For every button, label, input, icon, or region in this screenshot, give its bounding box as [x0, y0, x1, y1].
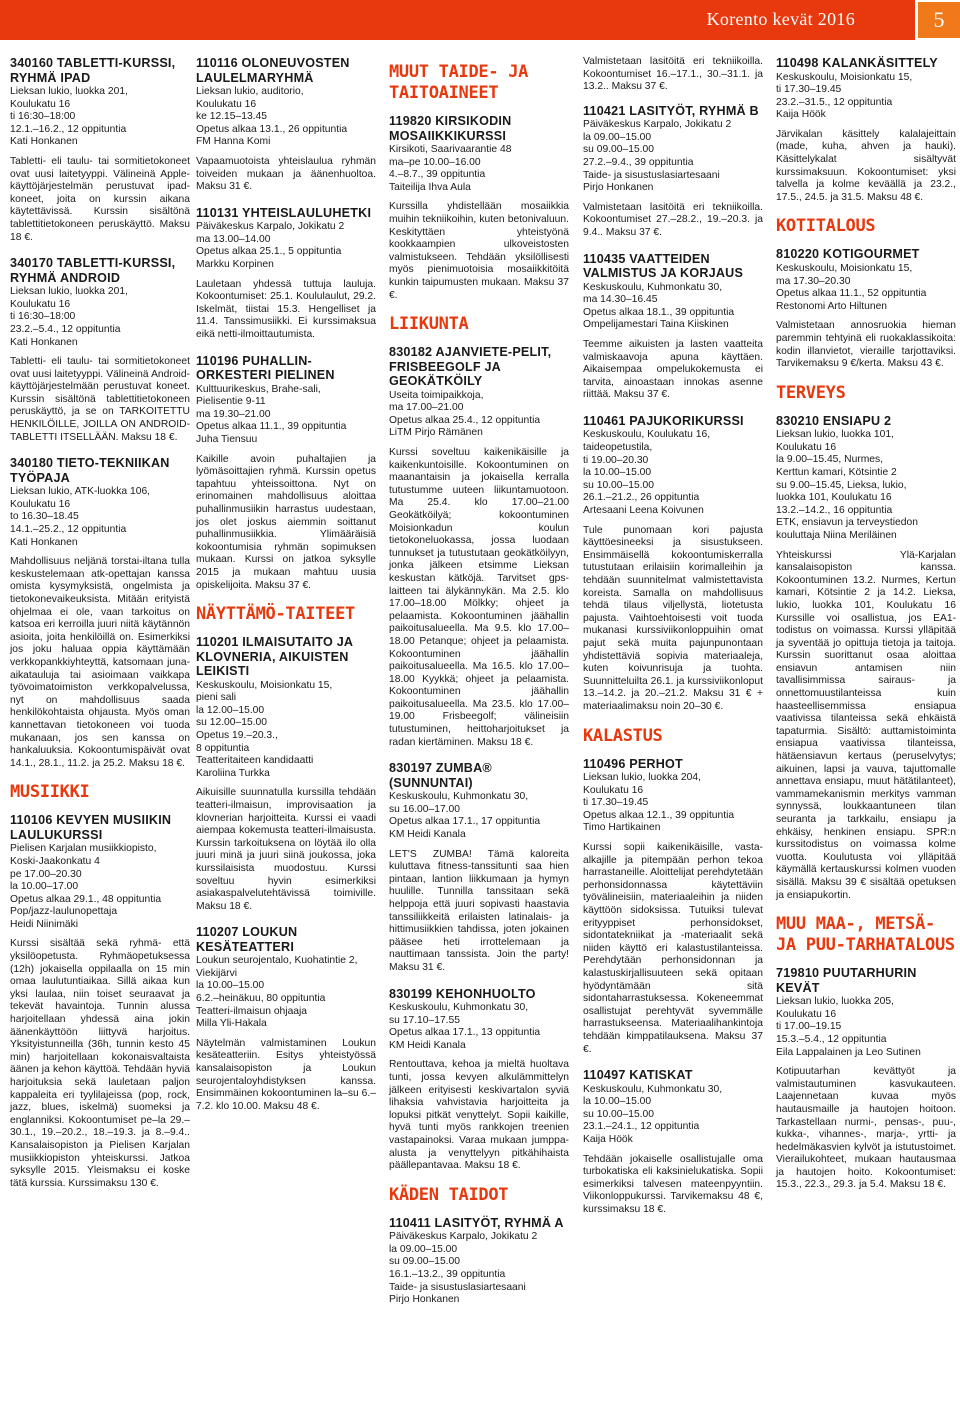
- course-entry: [10, 456, 190, 770]
- course-title: 110497 KATISKAT: [583, 1068, 693, 1083]
- course-info-line: LiTM Pirjo Rämänen: [389, 427, 483, 439]
- course-info: [583, 119, 763, 195]
- course-info: [196, 221, 376, 271]
- course-title: 110421 LASITYÖT, RYHMÄ B: [583, 103, 759, 118]
- course-info-line: Kati Honkanen: [10, 536, 78, 548]
- course-info-line: Taiteilija Ihva Aula: [389, 181, 471, 193]
- course-info-line: Keskuskoulu, Kuhmonkatu 30,: [583, 281, 723, 293]
- course-info: [10, 286, 190, 349]
- course-description: Valmistetaan annosruokia hieman paremmin tehtyinä eli ruokaklassikoita: kodin illanvietot, vieraille tarjottaviksi. Tarvikemaksu 9 €/kerta. Maksu 43 €.: [776, 320, 956, 370]
- page-number: 5: [918, 2, 960, 38]
- course-info-line: Markku Korpinen: [196, 259, 274, 271]
- course-info-line: Keskuskoulu, Koulukatu 16,: [583, 429, 711, 441]
- course-description: Teemme aikuisten ja lasten vaatteita valmiskaavoja apuna käyttäen. Aikaisempaa ompelukokemusta ei tarvita, ainoastaan innokas asenne riittää. Maksu 37 €.: [583, 339, 763, 401]
- course-info-line: 14.1.–25.2., 12 oppituntia: [10, 524, 127, 536]
- header-bar: [0, 0, 915, 40]
- course-entry: [10, 56, 190, 244]
- category-heading: MUU MAA-, METSÄ- JA PUU-TARHATALOUS: [776, 914, 955, 956]
- course-info-line: ke 12.15–13.45: [196, 111, 267, 123]
- course-info: [10, 843, 190, 931]
- course-info-line: ma 17.00–21.00: [389, 402, 464, 414]
- course-info-line: la 09.00–15.00: [389, 1243, 458, 1255]
- course-info-line: Artesaani Leena Koivunen: [583, 505, 704, 517]
- course-info-line: 8 oppituntia: [196, 742, 250, 754]
- course-title: 110131 YHTEISLAULUHETKI: [196, 205, 372, 220]
- course-info-line: 16.1.–13.2., 39 oppituntia: [389, 1269, 506, 1281]
- course-info-line: su 10.00–15.00: [583, 479, 654, 491]
- course-info-line: Lieksan lukio, luokka 201,: [10, 86, 128, 97]
- course-entry: [583, 1068, 763, 1216]
- course-title: 110116 OLONEUVOSTEN LAULELMARYHMÄ: [196, 56, 350, 85]
- course-info-line: 13.2.–14.2., 16 oppituntia: [776, 504, 893, 516]
- course-info-line: Koski-Jaakonkatu 4: [10, 855, 100, 867]
- course-info: [776, 429, 956, 542]
- course-description: LET'S ZUMBA! Tämä kaloreita kuluttava fitness-tanssitunti saa hien pintaan, lantion liikkumaan ja hymyn huulille. Tunnilla tanssitaan sekä helppoja että juuri sopivasti haastavia tanssiliikkeitä erilaisten latinalais- ja hittimusiikkien tahdissa, joten jokainen pääsee heti irrottelemaan ja nauttimaan tanssista. Join the party! Maksu 31 €.: [389, 848, 569, 973]
- course-info: [10, 486, 190, 549]
- course-info-line: Kaija Höök: [583, 1133, 633, 1145]
- course-info-line: la 12.00–15.00: [196, 704, 265, 716]
- course-info-line: Koulukatu 16: [10, 98, 71, 110]
- course-info-line: Loukun seurojentalo, Kuohatintie 2,: [196, 955, 358, 967]
- course-info-line: KM Heidi Kanala: [389, 829, 466, 841]
- course-entry: [10, 256, 190, 444]
- course-info-line: ti 17.30–19.45: [583, 797, 649, 809]
- course-title: 340170 TABLETTI-KURSSI, RYHMÄ ANDROID: [10, 256, 176, 285]
- course-info-line: la 10.00–17.00: [10, 881, 79, 893]
- course-info-line: Heidi Niinimäki: [10, 918, 79, 930]
- course-info-line: ti 19.00–20.30: [583, 454, 649, 466]
- course-info-line: Lieksan lukio, luokka 101,: [776, 429, 894, 441]
- course-info-line: ma 13.00–14.00: [196, 233, 271, 245]
- course-info-line: Juha Tiensuu: [196, 433, 258, 445]
- course-title: 110461 PAJUKORIKURSSI: [583, 413, 744, 428]
- course-info: [389, 1231, 569, 1307]
- course-info: [196, 680, 376, 781]
- course-title: 830197 ZUMBA® (SUNNUNTAI): [389, 761, 492, 790]
- course-info-line: su 9.00–15.45, Lieksa, lukio,: [776, 479, 907, 491]
- course-info-line: Lieksan lukio, luokka 201,: [10, 286, 128, 298]
- course-info-line: Opetus alkaa 17.1., 13 oppituntia: [389, 1027, 541, 1039]
- course-entry: [389, 345, 569, 749]
- course-info-line: Koulukatu 16: [776, 1008, 837, 1020]
- course-description: Kurssilla yhdistellään mosaiikkia muihin tekniikoihin, kuten betonivaluun. Keskityttäen yhteistyönä kookkaampien ulkoveistosten valmistukseen. Tehdään yksilöllisesti myös pienimuotoisia mosaiikkitöitä kunkin taipumusten mukaan. Maksu 37 €.: [389, 201, 569, 301]
- category-heading: NÄYTTÄMÖ-TAITEET: [196, 604, 355, 625]
- course-description: Kurssi sopii kaikenikäisille, vasta-alkajille ja pitempään perhon tekoa harrastaneille. Aloittelijat perehdytetään perhonsidonnassa käytettäviin työvälineisiin, materiaaleihin ja niiden käyttöön sidoksissa. Tutuiksi tulevat erityyppiset perhonsidokset, sidontatekniikat ja -materiaalit sekä niiden käyttö eri kalastustilanteissa. Perehdytään perhonsidonnan ja kalastuskirjallisuuteen sekä opitaan hyödyntämään sitä sidontaharrastuksessa. Kokeneemmat osallistujat perehtyvät syvemmälle harrastukseensa. Materiaalihankintoja tehdään kimppatilauksena. Maksu 37 €.: [583, 842, 763, 1055]
- course-description: Näytelmän valmistaminen Loukun kesäteatteriin. Esitys yhteistyössä kansalaisopiston ja Loukun seurojentaloyhdistyksen kanssa. Ensimmäinen kokoontuminen la–su 6.–7.2. klo 10.00. Maksu 48 €.: [196, 1037, 376, 1112]
- course-info-line: Karoliina Turkka: [196, 767, 270, 779]
- course-title: 110106 KEVYEN MUSIIKIN LAULUKURSSI: [10, 813, 172, 842]
- course-info: [583, 1084, 763, 1147]
- course-info-line: Opetus alkaa 18.1., 39 oppituntia: [583, 306, 735, 318]
- continued-text: Valmistetaan lasitöitä eri tekniikoilla. Kokoontumiset 16.–17.1., 30.–31.1. ja 13.2.. Maksu 37 €.: [583, 56, 763, 93]
- course-info-line: pieni sali: [196, 692, 237, 704]
- course-info-line: la 9.00–15.45, Nurmes,: [776, 454, 884, 466]
- course-info: [196, 86, 376, 149]
- course-title: 830199 KEHONHUOLTO: [389, 986, 536, 1001]
- course-info-line: ti 17.00–19.15: [776, 1021, 842, 1033]
- course-info-line: su 17.10–17.55: [389, 1014, 460, 1026]
- course-info: [389, 791, 569, 841]
- course-description: Mahdollisuus neljänä torstai-iltana tulla keskustelemaan atk-opettajan kanssa omista kysymyksistä, ongelmista ja tietokonevaikeuksista. Mitään erityistä ohjelmaa ei ole, vaan tarkoitus on katsoa eri kerroilla juuri niitä käytännön asioita, joita henkilöillä on. Esimerkiksi jos joku haluaa oppia käyttämään verkkopankkiyhteyttä, katsomaan juna-aikatauluja tai asioimaan vaikkapa työvoimatoimiston verkkopalvelussa, nyt on mahdollisuus saada henkilökohtaista ohjausta. Myös oman kannettavan tietokoneen voi tuoda mukanaan, jos sen kanssa on hankaluuksia. Kokoontumispäivät ovat 14.1., 28.1., 11.2. ja 25.2. Maksu 18 €.: [10, 556, 190, 769]
- category-heading: KÄDEN TAIDOT: [389, 1184, 509, 1205]
- course-info: [389, 144, 569, 194]
- course-entry: [776, 56, 956, 204]
- course-entry: [583, 414, 763, 714]
- course-info-line: 23.2.–31.5., 12 oppituntia: [776, 96, 893, 108]
- course-info-line: Lieksan lukio, ATK-luokka 106,: [10, 486, 151, 498]
- course-info: [10, 86, 190, 149]
- course-info: [776, 72, 956, 122]
- course-title: 110411 LASITYÖT, RYHMÄ A: [389, 1215, 564, 1230]
- course-info-line: la 10.00–15.00: [583, 467, 652, 479]
- course-info-line: Päiväkeskus Karpalo, Jokikatu 2: [196, 221, 345, 233]
- course-info-line: Opetus alkaa 13.1., 26 oppituntia: [196, 123, 348, 135]
- course-info-line: FM Hanna Komi: [196, 136, 271, 148]
- course-info-line: Kirsikoti, Saarivaarantie 48: [389, 144, 512, 155]
- course-title: 110207 LOUKUN KESÄTEATTERI: [196, 925, 298, 954]
- course-info-line: Pop/jazz-laulunopettaja: [10, 906, 118, 918]
- course-description: Aikuisille suunnatulla kurssilla tehdään teatteri-ilmaisun, improvisaation ja klovnerian harjoitteita. Kurssi ei vaadi aiempaa kokemusta teatteri-ilmaisusta. Kurssin tarkoituksena on löytää ilo olla juuri minä ja juuri siinä joukossa, joka kurssilaisista muodostuu. Kurssi soveltuu hyvin esimerkiksi asiakaspalvelutehtävissä toimiville. Maksu 18 €.: [196, 787, 376, 912]
- course-title: 110498 KALANKÄSITTELY: [776, 56, 938, 70]
- course-info-line: Pielisen Karjalan musiikkiopisto,: [10, 843, 157, 855]
- course-entry: [583, 104, 763, 240]
- course-info-line: su 09.00–15.00: [583, 144, 654, 156]
- course-info: [389, 390, 569, 440]
- course-entry: [389, 114, 569, 302]
- course-info-line: su 12.00–15.00: [196, 717, 267, 729]
- course-info-line: Keskuskoulu, Moisionkatu 15,: [196, 679, 333, 691]
- category-heading: MUUT TAIDE- JA TAITOAINEET: [389, 62, 529, 103]
- course-info: [196, 955, 376, 1031]
- course-info-line: Opetus 19.–20.3.,: [196, 729, 278, 741]
- course-entry: [196, 354, 376, 593]
- course-entry: [389, 1216, 569, 1307]
- course-description: Yhteiskurssi Ylä-Karjalan kansalaisopiston kanssa. Kokoontuminen 13.2. Nurmes, Kertun kamari, Kötsintie 2 ja 14.2. Lieksa, lukio, luokka 101, Koulukatu 16 Kurssille voi osallistua, jos EA1-todistus on voimassa. Kurssi ylläpitää ja syventää jo opittuja tietoja ja taitoja. Kurssin suorittanut osaa aloittaa ensiavun antamisen niin tavallisimmissa sairaus- ja onnettomuustilanteissa kuin haasteellisemmissa ensiapua vaativissa tilanteissa sekä ehkäistä tapaturmia. Sisältö: auttamistoiminta ensiapua vaativissa tilanteissa, hätäensiavun kertaus (peruselvytys; aikuinen, lapsi ja vauva, tajuttomalle annettava ensiapu, muut hätätilanteet), vammamekanismin merkitys vamman synnyssä, loukkaantuneen tilan seuranta ja tarkkailu, ensiapu ja ehkäisy, henkinen ensiapu. SPR:n kurssitodistus on voimassa kolme vuotta. Koulutusta voi ylläpitää käymällä kertauskurssi kolmen vuoden sisällä. Maksu 39 € sisältää opetuksen ja ensiapukortin.: [776, 549, 956, 901]
- course-title: 340180 TIETO-TEKNIIKAN TYÖPAJA: [10, 456, 170, 485]
- course-info-line: Opetus alkaa 12.1., 39 oppituntia: [583, 809, 735, 821]
- course-info-line: Lieksan lukio, luokka 205,: [776, 996, 894, 1008]
- course-info: [583, 429, 763, 517]
- course-title: 340160 TABLETTI-KURSSI, RYHMÄ IPAD: [10, 56, 176, 85]
- course-info-line: 27.2.–9.4., 39 oppituntia: [583, 157, 694, 169]
- course-entry: [196, 56, 376, 194]
- course-entry: [389, 761, 569, 974]
- course-info-line: Koulukatu 16: [583, 784, 644, 796]
- course-info-line: Koulukatu 16: [196, 98, 257, 110]
- category-heading: LIIKUNTA: [389, 314, 469, 335]
- course-info: [583, 772, 763, 835]
- course-info-line: su 10.00–15.00: [583, 1108, 654, 1120]
- course-entry: [776, 414, 956, 902]
- course-info-line: Kerttun kamari, Kötsintie 2: [776, 466, 897, 478]
- course-entry: [196, 206, 376, 342]
- course-info-line: Opetus alkaa 17.1., 17 oppituntia: [389, 816, 541, 828]
- course-title: 110496 PERHOT: [583, 756, 683, 771]
- column-5: [776, 56, 956, 1204]
- course-entry: [10, 813, 190, 1190]
- course-info-line: Lieksan lukio, auditorio,: [196, 86, 304, 97]
- course-description: Vapaamuotoista yhteislaulua ryhmän toiveiden mukaan ja äänenhuoltoa. Maksu 31 €.: [196, 155, 376, 193]
- course-entry: [389, 987, 569, 1173]
- course-info-line: Keskuskoulu, Kuhmonkatu 30,: [389, 791, 529, 803]
- course-info-line: Keskuskoulu, Moisionkatu 15,: [776, 71, 913, 83]
- course-info-line: Restonomi Arto Hiltunen: [776, 300, 888, 312]
- course-info-line: 26.1.–21.2., 26 oppituntia: [583, 492, 700, 504]
- course-info-line: ETK, ensiavun ja terveystiedon kouluttaja Niina Meriläinen: [776, 517, 918, 541]
- course-description: Tehdään jokaiselle osallistujalle oma turbokatiska eli kaksinielukatiska. Sopii esimerkiksi talvesen mateenpyyntiin. Viikonloppukurssi. Tarvikemaksu 48 €, kurssimaksu 18 €.: [583, 1153, 763, 1215]
- course-info-line: 6.2.–heinäkuu, 80 oppituntia: [196, 993, 326, 1005]
- course-info-line: KM Heidi Kanala: [389, 1039, 466, 1051]
- course-info-line: Opetus alkaa 11.1., 39 oppituntia: [196, 421, 347, 433]
- course-info-line: Keskuskoulu, Moisionkatu 15,: [776, 262, 913, 274]
- category-heading: KOTITALOUS: [776, 216, 876, 237]
- course-info-line: Ompelijamestari Taina Kiiskinen: [583, 319, 729, 331]
- course-info-line: la 10.00–15.00: [196, 980, 265, 992]
- course-title: 830182 AJANVIETE-PELIT, FRISBEEGOLF JA GEOKÄTKÖILY: [389, 345, 552, 389]
- course-info-line: Pirjo Honkanen: [583, 182, 654, 194]
- course-info-line: Pirjo Honkanen: [389, 1294, 460, 1306]
- course-title: 110201 ILMAISUTAITO JA KLOVNERIA, AIKUISTEN LEIKISTI: [196, 635, 353, 679]
- course-info-line: ti 17.30–19.45: [776, 84, 842, 96]
- course-info-line: to 16.30–18.45: [10, 511, 79, 523]
- course-info-line: Kaija Höök: [776, 109, 826, 121]
- course-info-line: Opetus alkaa 25.4., 12 oppituntia: [389, 414, 541, 426]
- course-title: 810220 KOTIGOURMET: [776, 247, 920, 262]
- course-info-line: Opetus alkaa 25.1., 5 oppituntia: [196, 246, 342, 258]
- course-info-line: 4.–8.7., 39 oppituntia: [389, 169, 486, 181]
- course-description: Kurssi soveltuu kaikenikäisille ja kaikenkuntoisille. Kokoontuminen on maanantaisin ja jokaisella kerralla tutustumme uuteen liikuntamuotoon. Ma 25.4. klo 17.00–21.00 Geokätköilyä; kokoontuminen Moisionkadun koulun tietokoneluokassa, jossa luodaan tunnukset ja tutustutaan geokätköilyyn, jonka jälkeen etsimme Lieksan keskustan kätköjä. Tarvitset gps-laitteen tai älykännykän. Ma 2.5. klo 17.00–18.00 Mölkky; ohjeet ja pelaamista. Kokoontuminen jäähallin paikoitusalueella. Ma 9.5. klo 17.00–18.00 Petanque; ohjeet ja pelaamista. Kokoontuminen jäähallin paikoitusalueella. Ma 16.5. klo 17.00–18.00 Kyykkä; ohjeet ja pelaamista. Kokoontuminen jäähallin paikoitusalueella. Ma 23.5. klo 17.00–19.00 Frisbeegolf; välineisiin tutustuminen, heittoharjoitukset ja radan kiertäminen. Maksu 18 €.: [389, 447, 569, 748]
- course-info-line: 15.3.–5.4., 12 oppituntia: [776, 1033, 887, 1045]
- course-info-line: Teatteritaiteen kandidaatti: [196, 755, 314, 767]
- course-description: Lauletaan yhdessä tuttuja lauluja. Kokoontumiset: 25.1. Koululaulut, 29.2. Iskelmät, tiistai 15.3. Hengelliset ja 11.4. Tanssimusiikki. Ei kurssimaksua eikä netti-ilmoittautumista.: [196, 278, 376, 340]
- course-info-line: Teatteri-ilmaisun ohjaaja: [196, 1005, 308, 1017]
- column-2: [196, 56, 376, 1125]
- course-info-line: Kati Honkanen: [10, 336, 78, 348]
- course-info-line: Koulukatu 16: [10, 298, 71, 310]
- course-description: Rentouttava, kehoa ja mieltä huoltava tunti, jossa kevyen alkulämmittelyn jälkeen erityisesti keskivartalon syviä lihaksia vahvistavia harjoitteita ja lopuksi pitkät venyttelyt. Sopii kaikille, hyvä tunti myös rankkojen treenien vastapainoksi. Varaa mukaan jumppa-alusta ja venyttelyyn pitkähihaista päällepantavaa. Maksu 18 €.: [389, 1059, 569, 1172]
- course-info-line: Koulukatu 16: [10, 498, 71, 510]
- course-description: Tabletti- eli taulu- tai sormitietokoneet ovat uusi laitetyyppi. Välineinä Android-käyttöjärjestelmään perustuvat koneet. Kurssin sisältönä tablettitietokoneen peruskäyttö, ja se on TARKOITETTU HENKILÖILLE, JOILLA ON ANDROID-TABLETTI ITSELLÄÄN. Maksu 18 €.: [10, 356, 190, 443]
- category-heading: MUSIIKKI: [10, 782, 90, 803]
- course-info-line: Milla Yli-Hakala: [196, 1018, 267, 1030]
- course-info-line: luokka 101, Koulukatu 16: [776, 492, 892, 504]
- course-info-line: su 09.00–15.00: [389, 1256, 460, 1268]
- course-info-line: 23.2.–5.4., 12 oppituntia: [10, 323, 121, 335]
- course-info: [776, 996, 956, 1059]
- course-info-line: ma 19.30–21.00: [196, 408, 271, 420]
- course-info-line: Timo Hartikainen: [583, 822, 661, 834]
- course-entry: [776, 966, 956, 1192]
- course-description: Kurssi sisältää sekä ryhmä- että yksilöopetusta. Ryhmäopetuksessa (12h) jokaisella oppilaalla on 15 min omaa laulutuntiaikaa. Sillä aikaa kun yksi laulaa, niin toiset seuraavat ja tekevät havaintoja. Tunnin alussa harjoitellaan yhdessä aina jokin äänenkäyttöön liittyvä harjoitus. Yksityistunneilla (36h, tunnin kesto 45 min) harjoitellaan kokonaisvaltaista äänen ja kehon käyttöä. Tehdään hyviä harjoituksia sekä lauletaan paljon kappaleita eri tyylilajeissa (pop, rock, jazz, blues, iskelmä) suomeksi ja englanniksi. Kokoontumiset pe–la 29.–30.1., 19.–20.2., 18.–19.3. ja 8.–9.4.. Kansalaisopiston ja Pielisen Karjalan musiikkiopiston yhteiskurssi. Jatkoa syksylle 2015. Yleismaksu ei koske tätä kurssia. Kurssimaksu 130 €.: [10, 938, 190, 1189]
- course-info-line: Taide- ja sisustuslasiartesaani: [583, 169, 720, 181]
- course-info-line: ma 17.30–20.30: [776, 275, 851, 287]
- course-info: [776, 263, 956, 313]
- course-info-line: ti 16:30–18:00: [10, 111, 76, 123]
- course-info-line: Keskuskoulu, Kuhmonkatu 30,: [583, 1083, 723, 1095]
- category-heading: TERVEYS: [776, 382, 846, 403]
- course-info: [389, 1002, 569, 1052]
- course-info-line: la 10.00–15.00: [583, 1096, 652, 1108]
- course-info-line: Taide- ja sisustuslasiartesaani: [389, 1281, 526, 1293]
- course-description: Tabletti- eli taulu- tai sormitietokoneet ovat uusi laitetyyppi. Välineinä Apple-käyttöjärjestelmän perustuvat ipad-koneet, joita on kurssin aikana käytettävissä. Kurssin sisältönä tablettitietokoneen peruskäyttö. Maksu 18 €.: [10, 155, 190, 243]
- course-info-line: pe 17.00–20.30: [10, 868, 82, 880]
- course-title: 830210 ENSIAPU 2: [776, 413, 892, 428]
- course-description: Valmistetaan lasitöitä eri tekniikoilla. Kokoontumiset 27.–28.2., 19.–20.3. ja 9.4.. Maksu 37 €.: [583, 201, 763, 239]
- course-description: Tule punomaan kori pajusta käyttöesineeksi ja sisustukseen. Ensimmäisellä kokoontumiskerralla tutustutaan erilaisiin korimalleihin ja tehdään suunnitelmat valmistettavista koreista. Samalla on mahdollisuus tehdä tilaus viljellystä, liotetusta pajusta. Vaihtoehtoisesti voit tuoda mukanasi kurssiviikonloppuihin omat pajut sekä muita pajunpunontaan yhdistettäviä sopivia materiaaleja, kuten koivunrisuja ja tuohta. Suunnitteluilta 26.1. ja kurssiviikonloput 13.–14.2. ja 20.–21.2. Maksu 31 € + materiaalimaksu noin 20–30 €.: [583, 524, 763, 712]
- course-info-line: Kulttuurikeskus, Brahe-sali,: [196, 383, 321, 395]
- course-entry: [196, 925, 376, 1113]
- course-description: Kaikille avoin puhaltajien ja lyömäsoittajien ryhmä. Kurssin opetus tapahtuu yhteissoittona. Nyt on erinomainen mahdollisuus aloittaa puhallinmusiikin harrastus uudestaan, jos olet joskus aiemmin soittanut puhallinmusiikkia. Ylimääräisiä kokoontumisia ryhmän sopimuksen mukaan. Kurssi on jatkoa syksylle 2015 ja mukaan mahtuu uusia opiskelijoita. Maksu 37 €.: [196, 453, 376, 591]
- column-1: [10, 56, 190, 1202]
- category-heading: KALASTUS: [583, 725, 663, 746]
- course-info-line: Päiväkeskus Karpalo, Jokikatu 2: [389, 1231, 538, 1243]
- course-entry: [196, 635, 376, 913]
- course-info-line: Pielisentie 9-11: [196, 396, 266, 408]
- course-entry: [583, 757, 763, 1057]
- course-info-line: 12.1.–16.2., 12 oppituntia: [10, 123, 127, 135]
- header-title: Korento kevät 2016: [706, 9, 855, 29]
- column-3: [389, 56, 569, 1319]
- course-info-line: Keskuskoulu, Kuhmonkatu 30,: [389, 1002, 529, 1014]
- course-title: 110196 PUHALLIN-ORKESTERI PIELINEN: [196, 353, 335, 383]
- course-info: [583, 282, 763, 332]
- course-info-line: Opetus alkaa 29.1., 48 oppituntia: [10, 893, 162, 905]
- column-4: [583, 56, 763, 1229]
- course-title: 719810 PUUTARHURIN KEVÄT: [776, 966, 917, 995]
- course-info-line: Viekijärvi: [196, 967, 238, 979]
- course-info-line: Päiväkeskus Karpalo, Jokikatu 2: [583, 119, 732, 131]
- course-title: 110435 VAATTEIDEN VALMISTUS JA KORJAUS: [583, 251, 744, 281]
- course-info-line: ti 16:30–18:00: [10, 311, 76, 323]
- course-title: 119820 KIRSIKODIN MOSAIIKKIKURSSI: [389, 114, 512, 143]
- course-info-line: la 09.00–15.00: [583, 131, 652, 143]
- page-header: [0, 0, 960, 40]
- course-info-line: 23.1.–24.1., 12 oppituntia: [583, 1121, 700, 1133]
- course-info-line: Koulukatu 16: [776, 441, 837, 453]
- course-info-line: Eila Lappalainen ja Leo Sutinen: [776, 1046, 921, 1058]
- course-info-line: Kati Honkanen: [10, 136, 78, 148]
- course-description: Järvikalan käsittely kalalajeittain (made, kuha, ahven ja hauki). Käsittelykalat sisältyvät kurssimaksuun. Kokoontumiset: yksi talvella ja kolme keväällä ja 23.2., 17.5., 24.5. ja 31.5. Maksu 48 €.: [776, 128, 956, 203]
- course-info-line: Lieksan lukio, luokka 204,: [583, 772, 701, 784]
- course-info-line: Useita toimipaikkoja,: [389, 389, 484, 401]
- course-info-line: su 16.00–17.00: [389, 803, 460, 815]
- course-info: [196, 384, 376, 447]
- course-entry: [583, 252, 763, 402]
- course-entry: [776, 247, 956, 370]
- course-info-line: Opetus alkaa 11.1., 52 oppituntia: [776, 288, 927, 300]
- course-description: Kotipuutarhan kevättyöt ja valmistautuminen kasvukauteen. Laajennetaan kuvaa myös hautausmaille ja hautojen hoitoon. Tarkastellaan nurmi-, pensas-, puu-, kukka-, vihannes-, marja-, yrtti- ja hedelmäkasvien kylvöt ja istutustoimet. Vierailukohteet, mukaan hautausmaa ja hautojen hoito. Kokoontumiset: 15.3., 22.3., 29.3. ja 5.4. Maksu 18 €.: [776, 1066, 956, 1191]
- course-info-line: taideopetustila,: [583, 442, 653, 454]
- course-info-line: ma 14.30–16.45: [583, 294, 658, 306]
- course-info-line: ma–pe 10.00–16.00: [389, 156, 481, 168]
